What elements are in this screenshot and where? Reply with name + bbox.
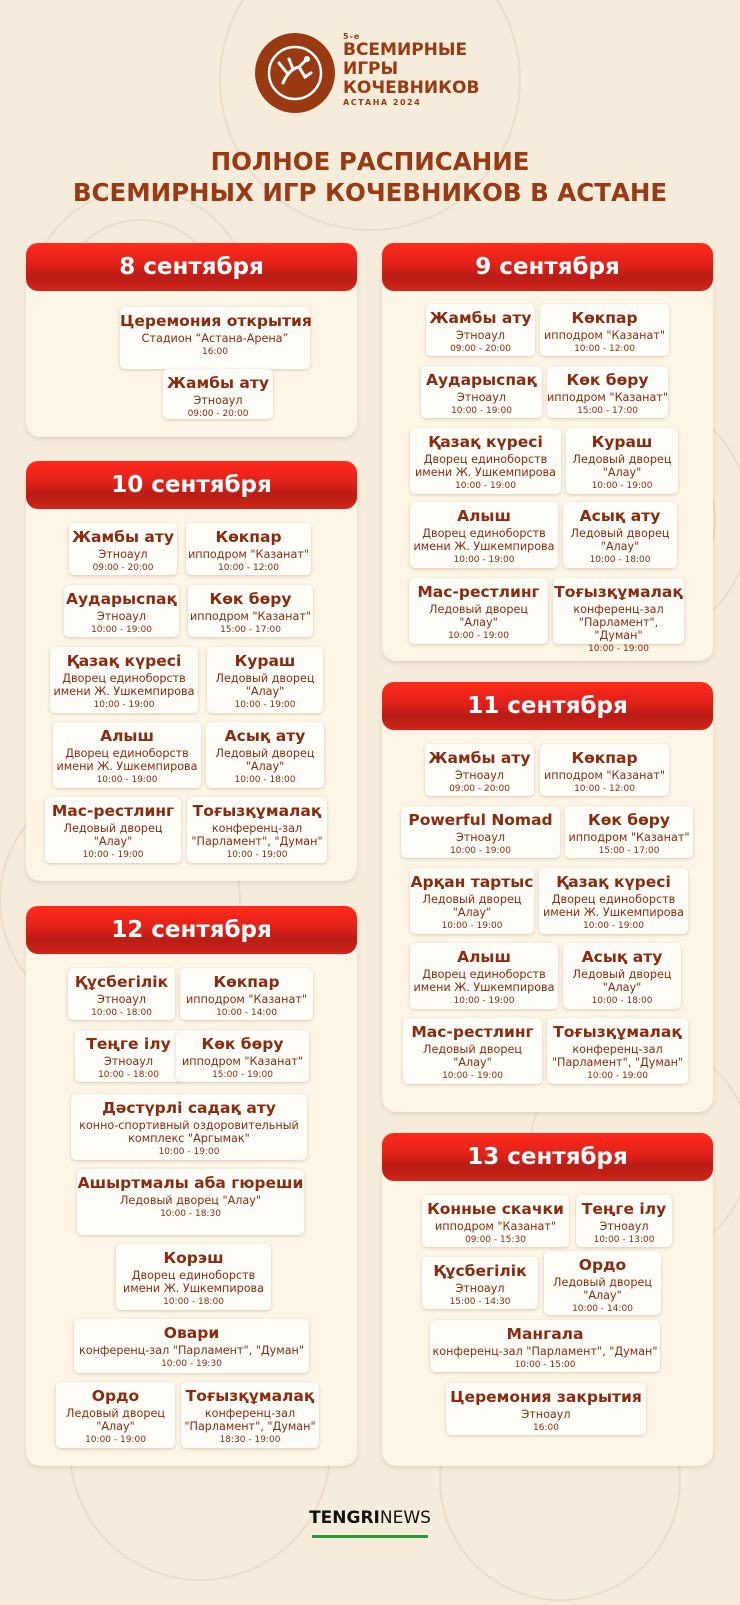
event-card [576,1195,672,1247]
event-card [188,585,313,637]
event-place: ипподром "Казанат" [543,769,665,782]
event-name: Корэш [163,1249,224,1267]
event-place: конференц-зал "Парламент", "Думан" [184,1407,316,1433]
event-place: Ледовый дворец "Алау" [215,747,315,773]
event-time: 10:00 - 19:00 [234,700,296,710]
event-time: 10:00 - 18:30 [160,1209,221,1219]
brand-light: NEWS [379,1508,431,1528]
event-card [422,1257,538,1309]
event-time: 10:00 - 19:00 [583,921,644,931]
event-card [547,1018,688,1084]
event-card [74,1319,309,1373]
event-name: Қазақ күресі [66,652,182,670]
logo-line2: ИГРЫ [343,59,399,79]
event-card [421,366,542,418]
event-name: Мас-рестлинг [417,583,540,601]
event-time: 10:00 - 19:00 [226,850,288,860]
event-time: 10:00 - 13:00 [593,1235,655,1245]
event-name: Жамбы ату [72,528,174,546]
event-time: 10:00 - 19:00 [158,1147,220,1157]
event-time: 09:00 - 20:00 [450,344,511,354]
brand-underline [312,1535,428,1538]
event-name: Аударыспақ [425,371,538,389]
event-name: Ордо [91,1387,140,1405]
day-panel [382,682,713,1112]
event-time: 10:00 - 19:00 [455,481,516,491]
event-place: Этноаул [521,1408,571,1421]
event-place: Ледовый дворец "Алау" [63,822,163,848]
event-name: Жамбы ату [167,374,269,392]
event-time: 10:00 - 12:00 [218,563,279,573]
event-name: Тоғызқұмалақ [192,802,322,820]
event-place: Этноаул [455,329,506,342]
event-time: 16:00 [533,1423,559,1433]
event-place: ипподром "Казанат" [434,1220,556,1233]
event-card [186,523,311,575]
event-name: Теңге ілу [581,1200,667,1218]
event-card [422,1195,569,1247]
day-header: 12 сентября [26,906,357,954]
event-place: Ледовый дворец "Алау" [429,603,528,629]
event-card [187,797,327,863]
event-time: 10:00 - 19:00 [451,406,512,416]
event-time: 10:00 - 15:00 [514,1360,576,1370]
event-place: Этноаул [193,394,243,407]
event-place: Ледовый дворец "Алау" [570,527,670,553]
event-time: 10:00 - 14:00 [216,1008,277,1018]
event-time: 10:00 - 19:00 [450,846,511,856]
day-panel [26,906,357,1466]
event-name: Асық ату [224,727,306,745]
event-name: Көкпар [213,973,280,991]
event-name: Алыш [100,727,154,745]
event-name: Ордо [578,1256,627,1274]
event-name: Жамбы ату [428,749,531,767]
event-place: ипподром "Казанат" [547,391,669,404]
event-place: Этноаул [455,831,506,844]
event-card [446,1383,646,1435]
event-place: Этноаул [599,1220,649,1233]
footer-brand [0,1508,740,1538]
event-card [116,1244,271,1310]
event-place: Дворец единоборств имени Ж. Ушкемпирова [413,968,555,994]
event-place: Этноаул [96,610,147,623]
event-time: 15:00 - 17:00 [220,625,281,635]
event-name: Көк бөру [588,811,670,829]
brand-bold: TENGRI [309,1508,380,1528]
event-time: 09:00 - 20:00 [449,784,510,794]
event-time: 10:00 - 18:00 [98,1070,159,1080]
event-card [120,307,310,369]
day-panel [26,461,357,881]
event-time: 10:00 - 19:00 [96,775,158,785]
logo-line3: КОЧЕВНИКОВ [343,78,480,98]
day-header: 8 сентября [26,243,357,291]
event-place: Этноаул [96,993,147,1006]
event-card [176,1030,309,1082]
event-name: Теңге ілу [86,1035,171,1053]
event-card [401,806,560,858]
event-place: ипподром "Казанат" [543,329,665,342]
event-place: Стадион “Астана-Арена” [141,332,289,345]
event-place: Дворец единоборств имени Ж. Ушкемпирова [542,893,684,919]
event-card [430,1320,660,1372]
event-card [50,647,198,713]
event-card [403,1018,542,1084]
event-card [410,943,558,1009]
event-time: 10:00 - 19:00 [93,700,155,710]
event-card [566,428,678,494]
event-place: Ледовый дворец "Алау" [423,1043,522,1069]
event-card [64,585,179,637]
event-place: конференц-зал "Парламент", "Думан" [191,822,323,848]
event-name: Қазақ күресі [556,873,671,891]
event-name: Құсбегілік [433,1262,527,1280]
event-card [77,1169,304,1235]
event-time: 15:00 - 17:00 [598,846,660,856]
event-time: 18:30 - 19:00 [219,1435,281,1445]
event-time: 10:00 - 19:00 [448,631,509,641]
event-time: 09:00 - 15:30 [465,1235,526,1245]
event-name: Алыш [457,507,511,525]
event-name: Тоғызқұмалақ [553,1023,682,1041]
event-place: ипподром "Казанат" [181,1055,303,1068]
event-name: Көк бөру [566,371,649,389]
event-name: Мас-рестлинг [411,1023,534,1041]
event-name: Асық ату [579,507,661,525]
event-name: Алыш [457,948,511,966]
event-name: Көкпар [215,528,282,546]
event-time: 15:00 - 19:00 [212,1070,273,1080]
logo-wordmark [343,32,479,107]
event-time: 10:00 - 18:00 [234,775,296,785]
event-time: 10:00 - 19:00 [591,481,653,491]
event-name: Конные скачки [427,1200,564,1218]
event-card [410,502,558,568]
event-name: Церемония открытия [120,312,312,330]
event-place: Дворец единоборств имени Ж. Ушкемпирова [414,453,556,479]
event-name: Көк бөру [201,1035,284,1053]
event-place: Дворец единоборств имени Ж. Ушкемпирова [56,747,198,773]
logo-emblem-icon [255,33,335,113]
event-card [553,578,684,654]
event-time: 10:00 - 19:30 [161,1359,222,1369]
event-name: Қазақ күресі [428,433,543,451]
event-card [181,1382,319,1448]
event-name: Арқан тартыс [410,873,534,891]
day-header: 9 сентября [382,243,713,291]
event-place: ипподром "Казанат" [185,993,307,1006]
event-card [540,304,669,356]
event-place: Этноаул [98,548,148,561]
event-place: Ледовый дворец "Алау" [422,893,522,919]
event-card [180,968,313,1020]
event-card [426,304,535,356]
event-time: 10:00 - 12:00 [574,344,635,354]
event-place: конференц-зал "Парламент", "Думан" [432,1345,658,1358]
event-name: Кураш [234,652,296,670]
event-card [206,722,324,788]
event-name: Дәстүрлі садақ ату [102,1099,276,1117]
event-place: Ледовый дворец "Алау" [572,968,672,994]
event-name: Тоғызқұмалақ [185,1387,315,1405]
event-place: Этноаул [103,1055,154,1068]
event-time: 10:00 - 19:00 [453,555,515,565]
event-name: Құсбегілік [74,973,169,991]
event-name: Мас-рестлинг [51,802,175,820]
event-place: Этноаул [454,769,505,782]
event-place: Ледовый дворец "Алау" [119,1194,262,1207]
event-name: Жамбы ату [429,309,532,327]
event-time: 10:00 - 19:00 [91,625,152,635]
event-place: ипподром "Казанат" [568,831,690,844]
event-card [71,1094,307,1160]
event-name: Асық ату [581,948,663,966]
event-place: Ледовый дворец "Алау" [215,672,315,698]
event-card [163,369,273,419]
event-place: Ледовый дворец "Алау" [572,453,672,479]
event-card [565,806,693,858]
event-time: 15:00 - 14:30 [449,1297,511,1307]
event-place: ипподром "Казанат" [189,610,311,623]
event-place: конно-спортивный оздоровительный комплекс "Аргымак" [79,1119,299,1145]
event-time: 10:00 - 19:00 [587,1071,648,1081]
event-time: 10:00 - 18:00 [589,555,651,565]
day-panel [26,243,357,437]
event-card [539,868,688,934]
header [0,30,740,120]
event-place: Ледовый дворец "Алау" [553,1276,652,1302]
day-panel [382,1133,713,1466]
event-place: Дворец единоборств имени Ж. Ушкемпирова [53,672,195,698]
event-time: 10:00 - 12:00 [574,784,635,794]
event-name: Церемония закрытия [450,1388,642,1406]
event-card [409,578,548,644]
event-place: Дворец единоборств имени Ж. Ушкемпирова [413,527,555,553]
page-title-line2: ВСЕМИРНЫХ ИГР КОЧЕВНИКОВ В АСТАНЕ [72,178,668,207]
event-card [68,968,175,1020]
day-panel [382,243,713,661]
event-time: 10:00 - 19:00 [441,921,503,931]
logo-line1: ВСЕМИРНЫЕ [343,40,468,60]
event-card [544,1251,661,1315]
event-time: 09:00 - 20:00 [187,409,249,419]
event-name: Мангала [506,1325,584,1343]
event-time: 10:00 - 14:00 [572,1304,633,1314]
event-card [53,722,201,788]
event-time: 10:00 - 19:00 [82,850,144,860]
event-place: ипподром "Казанат" [187,548,309,561]
event-card [425,744,534,796]
event-card [540,744,669,796]
event-card [563,943,681,1009]
event-name: Аударыспақ [65,590,178,608]
event-name: Тоғызқұмалақ [554,583,683,601]
page-title [0,146,740,208]
event-place: Этноаул [455,1282,505,1295]
event-name: Көк бөру [209,590,292,608]
event-time: 15:00 - 17:00 [577,406,638,416]
event-place: конференц-зал "Парламент", "Думан" [551,1043,684,1069]
event-place: Этноаул [456,391,507,404]
logo-edition: 5-е [343,32,361,41]
event-time: 10:00 - 18:00 [591,996,653,1006]
event-time: 10:00 - 19:00 [453,996,515,1006]
logo-city: АСТАНА 2024 [343,98,422,107]
event-card [75,1030,182,1082]
event-time: 10:00 - 19:00 [588,644,649,654]
event-place: Дворец единоборств имени Ж. Ушкемпирова [122,1269,264,1295]
day-header: 11 сентября [382,682,713,730]
day-header: 13 сентября [382,1133,713,1181]
event-name: Көкпар [571,309,638,327]
event-time: 10:00 - 18:00 [163,1297,224,1307]
page-title-line1: ПОЛНОЕ РАСПИСАНИЕ [210,147,530,176]
event-card [207,647,323,713]
event-name: Powerful Nomad [408,811,553,829]
event-time: 10:00 - 18:00 [91,1008,152,1018]
event-card [45,797,181,863]
event-card [69,523,177,575]
event-card [563,502,677,568]
event-card [410,868,534,934]
event-time: 10:00 - 19:00 [85,1435,146,1445]
event-time: 09:00 - 20:00 [92,563,154,573]
event-card [410,428,561,494]
event-name: Көкпар [571,749,638,767]
event-time: 10:00 - 19:00 [442,1071,503,1081]
event-place: Ледовый дворец "Алау" [66,1407,165,1433]
event-name: Овари [163,1324,220,1342]
event-card [56,1382,175,1448]
event-place: конференц-зал "Парламент", "Думан" [573,603,664,642]
event-time: 16:00 [202,347,228,357]
event-name: Кураш [591,433,653,451]
event-place: конференц-зал "Парламент", "Думан" [78,1344,305,1357]
event-name: Ашыртмалы аба гюреши [77,1174,304,1192]
day-header: 10 сентября [26,461,357,509]
event-card [547,366,668,418]
